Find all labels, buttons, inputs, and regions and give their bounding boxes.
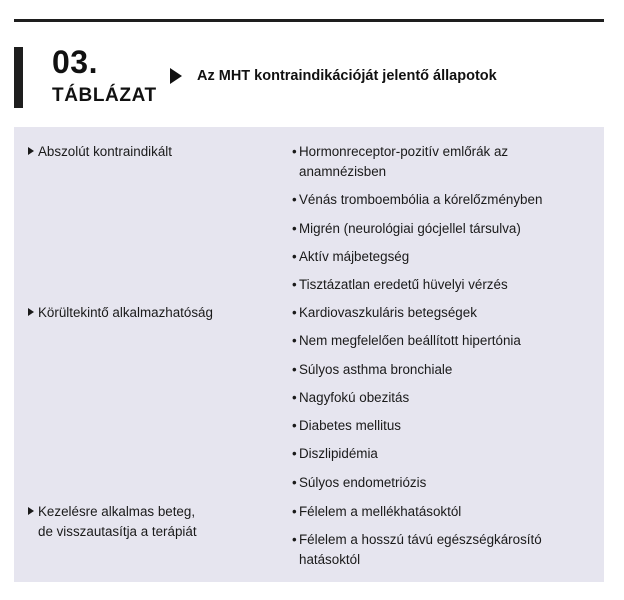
bullet-icon: •: [292, 277, 297, 293]
bullet-icon: •: [292, 361, 297, 377]
list-item: • Migrén (neurológiai gócjellel társulva): [292, 219, 592, 239]
list-item: • Aktív májbetegség: [292, 247, 592, 267]
item-list: [292, 303, 592, 501]
category-label: [28, 502, 268, 542]
top-rule: [14, 19, 604, 22]
category-label: [28, 303, 268, 323]
table-title: Az MHT kontraindikációját jelentő állapotok: [197, 68, 497, 84]
bullet-arrow-icon: [28, 147, 34, 155]
table-label: TÁBLÁZAT: [52, 85, 157, 106]
table-number: 03.: [52, 44, 98, 80]
bullet-icon: •: [292, 446, 297, 462]
bullet-icon: •: [292, 305, 297, 320]
item-list: [292, 502, 592, 579]
bullet-arrow-icon: [28, 507, 34, 515]
heading-bar: [14, 47, 23, 108]
list-item: • Tisztázatlan eredetű hüvelyi vérzés: [292, 275, 592, 295]
bullet-icon: •: [292, 532, 297, 548]
list-item: • Diabetes mellitus: [292, 416, 592, 436]
bullet-icon: •: [292, 504, 297, 519]
list-item: • Diszlipidémia: [292, 444, 592, 464]
list-item: • Félelem a hosszú távú egészségkárosító hatásoktól: [292, 532, 542, 568]
list-item: • Félelem a mellékhatásoktól: [292, 502, 592, 522]
bullet-icon: •: [292, 333, 297, 349]
bullet-icon: •: [292, 474, 297, 490]
list-item: • Nagyfokú obezitás: [292, 388, 592, 408]
bullet-icon: •: [292, 220, 297, 236]
category-text: Abszolút kontraindikált: [38, 144, 172, 159]
category-text: de visszautasítja a terápiát: [38, 524, 197, 539]
bullet-icon: •: [292, 418, 297, 434]
list-item: • Kardiovaszkuláris betegségek: [292, 303, 592, 323]
bullet-icon: •: [292, 192, 297, 208]
bullet-arrow-icon: [28, 308, 34, 316]
list-item: • Súlyos asthma bronchiale: [292, 360, 592, 380]
category-label: [28, 142, 268, 162]
title-arrow-icon: [170, 68, 182, 84]
list-item: • Nem megfelelően beállított hipertónia: [292, 331, 592, 351]
item-list: [292, 142, 592, 303]
table-panel: [14, 127, 604, 582]
bullet-icon: •: [292, 144, 297, 159]
category-text: Kezelésre alkalmas beteg,: [38, 504, 196, 519]
bullet-icon: •: [292, 389, 297, 405]
list-item: • Súlyos endometriózis: [292, 473, 592, 493]
list-item: • Hormonreceptor-pozitív emlőrák az anamnézisben: [292, 144, 509, 179]
bullet-icon: •: [292, 248, 297, 264]
category-text: Körültekintő alkalmazhatóság: [38, 305, 213, 320]
list-item: • Vénás tromboembólia a kórelőzményben: [292, 190, 592, 210]
